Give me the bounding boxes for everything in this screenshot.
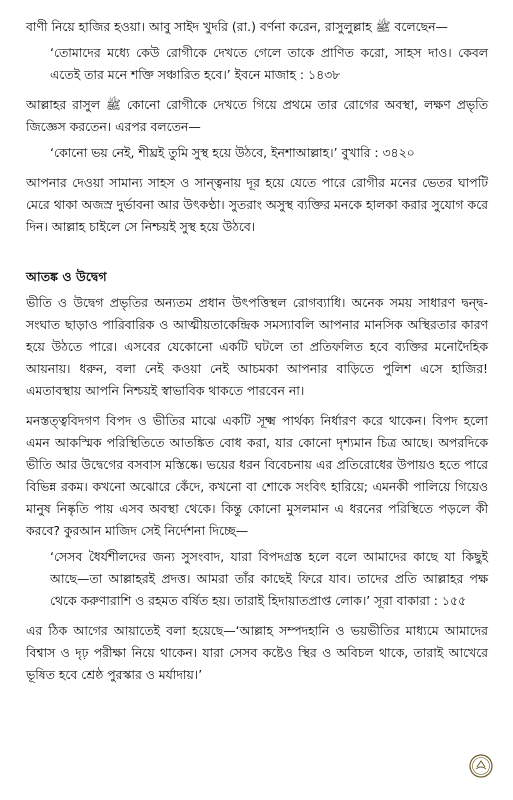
paragraph-previous-verse: এর ঠিক আগের আয়াতেই বলা হয়েছে—‘আল্লাহ সম্পদহানি ও ভয়ভীতির মাধ্যমে আমাদের বিশ্বাস ও দৃঢ় পরীক্ষা নিয়ে থাকেন। যারা সেসব কষ্টেও স্থির ও অবিচল থাকে, তারাই আখেরে ভূষিত হবে শ্রেষ্ঠ পুরস্কার ও মর্যাদায়।’ <box>26 623 488 682</box>
publisher-seal-icon <box>469 754 493 778</box>
paragraph-prophet-visit: আল্লাহর রাসুল ﷺ কোনো রোগীকে দেখতে গিয়ে প্রথমে তার রোগের অবস্থা, লক্ষণ প্রভৃতি জিজ্ঞেস করতেন। এরপর বলতেন— <box>26 97 489 134</box>
section-heading: আতঙ্ক ও উদ্বেগ <box>26 269 107 284</box>
hadith-quote-bukhari: ‘কোনো ভয় নেই, শীঘ্রই তুমি সুস্থ হয়ে উঠবে, ইনশাআল্লাহ।’ বুখারি : ৩৪২০ <box>50 145 415 160</box>
document-page <box>26 16 488 686</box>
quran-quote-baqarah: ‘সেসব ধৈর্যশীলদের জন্য সুসংবাদ, যারা বিপদগ্রস্ত হলে বলে আমাদের কাছে যা কিছুই আছে—তা আল্লাহরই প্রদত্ত। আমরা তাঁর কাছেই ফিরে যাব। তাদের প্রতি আল্লাহর পক্ষ থেকে করুণারাশি ও রহমত বর্ষিত হয়। তারাই হিদায়াতপ্রাপ্ত লোক।’ সূরা বাকারা : ১৫৫ <box>50 549 488 608</box>
paragraph-psychologists: মনস্তত্ত্ববিদগণ বিপদ ও ভীতির মাঝে একটি সূক্ষ্ম পার্থক্য নির্ধারণ করে থাকেন। বিপদ হলো এমন আকস্মিক পরিস্থিতিতে আতঙ্কিত বোধ করা, যার কোনো দৃশ্যমান চিত্র আছে। অপরদিকে ভীতি আর উদ্বেগের বসবাস মস্তিষ্কে। ভয়ের ধরন বিবেচনায় এর প্রতিরোধের উপায়ও হতে পারে বিভিন্ন রকম। কখনো অঝোরে কেঁদে, কখনো বা শোকে সংবিৎ হারিয়ে; এমনকী পালিয়ে গিয়েও মানুষ নিষ্কৃতি পায় এসব অবস্থা থেকে। কিন্তু কোনো মুসলমান এ ধরনের পরিস্থিতে পড়লে কী করবে? কুরআন মাজিদ সেই নির্দেশনা দিচ্ছে— <box>26 413 488 538</box>
paragraph-intro: বাণী নিয়ে হাজির হওয়া। আবু সাইদ খুদরি (রা.) বর্ণনা করেন, রাসুলুল্লাহ ﷺ বলেছেন— <box>26 19 448 34</box>
paragraph-comfort: আপনার দেওয়া সামান্য সাহস ও সান্ত্বনায় দূর হয়ে যেতে পারে রোগীর মনের ভেতর ঘাপটি মেরে থাকা অজস্র দুর্ভাবনা আর উৎকণ্ঠা। সুতরাং অসুস্থ ব্যক্তির মনকে হালকা করার সুযোগ করে দিন। আল্লাহ চাইলে সে নিশ্চয়ই সুস্থ হয়ে উঠবে। <box>26 175 488 234</box>
paragraph-fear-anxiety: ভীতি ও উদ্বেগ প্রভৃতির অন্যতম প্রধান উৎপত্তিস্থল রোগব্যাধি। অনেক সময় সাধারণ দ্বন্দ্ব-সংঘাত ছাড়াও পারিবারিক ও আত্মীয়তাকেন্দ্রিক সমস্যাবলি আপনার মানসিক অস্থিরতার কারণ হয়ে উঠতে পারে। এসবের যেকোনো একটি ঘটলে তা প্রতিফলিত হবে ব্যক্তির মনোদৈহিক আয়নায়। ধরুন, বলা নেই কওয়া নেই আচমকা আপনার বাড়িতে পুলিশ এসে হাজির! এমতাবস্থায় আপনি নিশ্চয়ই স্বাভাবিক থাকতে পারবেন না। <box>26 295 488 398</box>
hadith-quote-ibn-majah: ‘তোমাদের মধ্যে কেউ রোগীকে দেখতে গেলে তাকে প্রাণিত করো, সাহস দাও। কেবল এতেই তার মনে শক্তি সঞ্চারিত হবে।’ ইবনে মাজাহ : ১৪৩৮ <box>50 45 488 82</box>
